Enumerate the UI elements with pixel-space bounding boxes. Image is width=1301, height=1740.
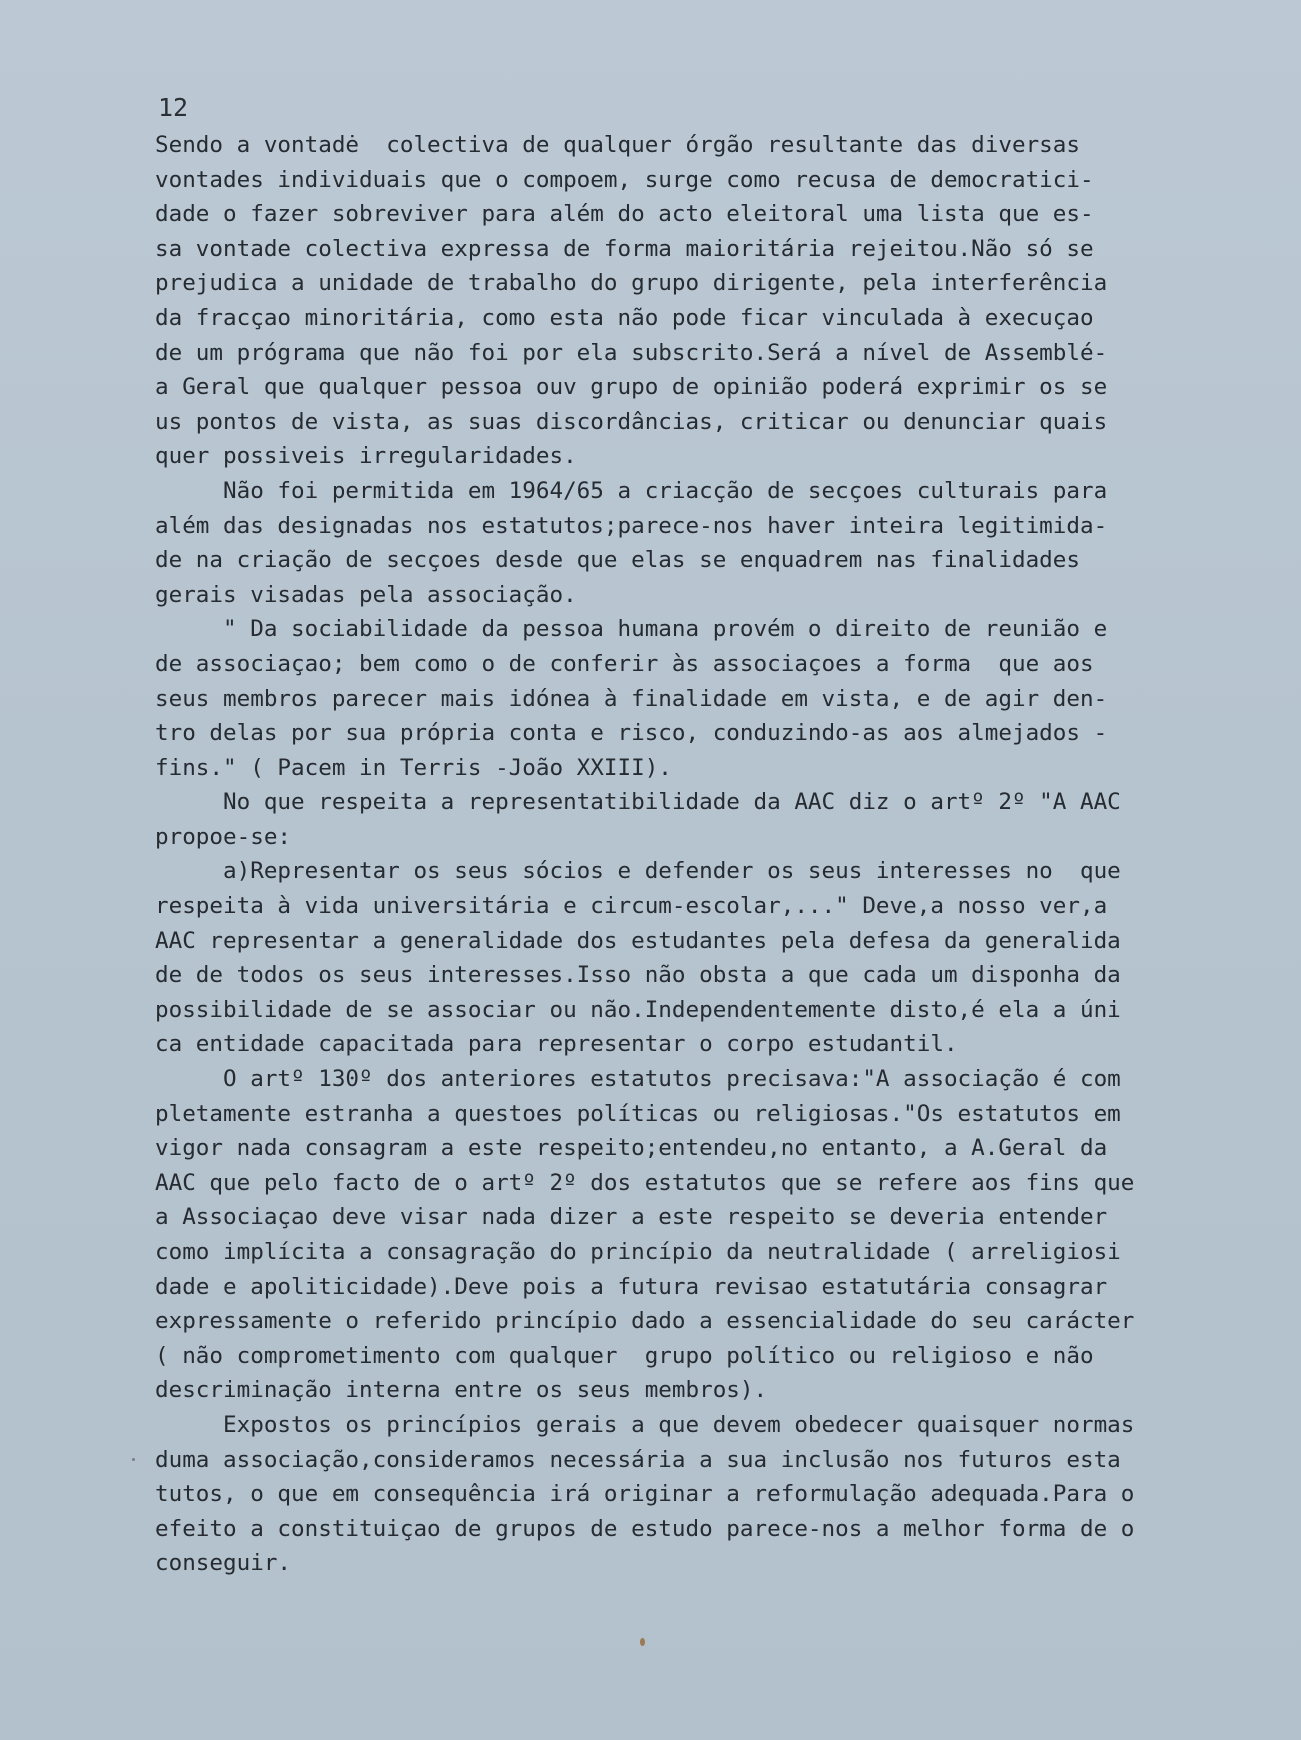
paper-speck [132, 1458, 135, 1461]
text-line: dade o fazer sobreviver para além do acto eleitoral uma lista que es- [155, 201, 1094, 228]
text-line: como implícita a consagração do princípio da neutralidade ( arreligiosi [155, 1239, 1121, 1265]
text-line: gerais visadas pela associação. [155, 581, 577, 608]
text-line: tro delas por sua própria conta e risco, conduzindo-as aos almejados - [155, 720, 1108, 747]
text-line: expressamente o referido princípio dado a essencialidade do seu carácter [155, 1308, 1135, 1335]
text-line: de na criação de secçoes desde que elas se enquadrem nas finalidades [155, 547, 1080, 574]
text-line: conseguir. [155, 1550, 292, 1577]
text-line: duma associação,consideramos necessária a sua inclusão nos futuros esta [155, 1446, 1121, 1473]
text-line: de associaçao; bem como o de conferir às associaçoes a forma que aos [155, 650, 1094, 677]
text-line: Não foi permitida em 1964/65 a criacção de secçoes culturais para [155, 477, 1108, 504]
text-line: de de todos os seus interesses.Isso não obsta a que cada um disponha da [155, 962, 1121, 989]
text-line: AAC que pelo facto de o artº 2º dos estatutos que se refere aos fins que [155, 1169, 1135, 1196]
text-line: possibilidade de se associar ou não.Independentemente disto,é ela a úni [155, 996, 1121, 1023]
text-line: propoe-se: [155, 823, 292, 850]
text-line: vontades individuais que o compoem, surge como recusa de democratici- [155, 166, 1094, 193]
text-line: fins." ( Pacem in Terris -João XXIII). [155, 754, 672, 781]
text-line: vigor nada consagram a este respeito;entendeu,no entanto, a A.Geral da [155, 1135, 1108, 1162]
text-line: Sendo a vontadė colectiva de qualquer órgão resultante das diversas [155, 132, 1080, 158]
text-line: efeito a constituiçao de grupos de estudo parece-nos a melhor forma de o [155, 1515, 1135, 1542]
text-line: prejudica a unidade de trabalho do grupo dirigente, pela interferência [155, 270, 1108, 297]
text-line: quer possiveis irregularidades. [155, 443, 577, 470]
text-line: além das designadas nos estatutos;parece-nos haver inteira legitimida- [155, 512, 1108, 539]
text-line: ( não comprometimento com qualquer grupo político ou religioso e não [155, 1342, 1094, 1369]
text-line: a Geral que qualquer pessoa ouv grupo de opinião poderá exprimir os se [155, 374, 1108, 401]
page-number: 12 [158, 93, 189, 122]
text-line: No que respeita a representatibilidade da AAC diz o artº 2º "A AAC [155, 789, 1121, 816]
text-line: pletamente estranha a questoes políticas ou religiosas."Os estatutos em [155, 1100, 1121, 1127]
text-line: a)Representar os seus sócios e defender os seus interesses no que [155, 858, 1121, 885]
text-line: AAC representar a generalidade dos estudantes pela defesa da generalida [155, 927, 1121, 954]
text-line: da fracçao minoritária, como esta não pode ficar vinculada à execuçao [155, 304, 1094, 331]
typed-text-body [155, 128, 1285, 1581]
text-line: us pontos de vista, as suas discordâncias, criticar ou denunciar quais [155, 408, 1108, 435]
text-line: seus membros parecer mais idónea à finalidade em vista, e de agir den- [155, 685, 1108, 712]
text-line: a Associaçao deve visar nada dizer a este respeito se deveria entender [155, 1204, 1108, 1231]
text-line: O artº 130º dos anteriores estatutos precisava:"A associação é com [155, 1066, 1121, 1093]
text-line: respeita à vida universitária e circum-escolar,..." Deve,a nosso ver,a [155, 893, 1108, 920]
text-line: tutos, o que em consequência irá originar a reformulação adequada.Para o [155, 1481, 1135, 1508]
text-line: dade e apoliticidade).Deve pois a futura revisao estatutária consagrar [155, 1273, 1108, 1300]
paper-speck [640, 1638, 645, 1646]
text-line: sa vontade colectiva expressa de forma maioritária rejeitou.Não só se [155, 235, 1094, 262]
text-line: de um prógrama que não foi por ela subscrito.Será a nível de Assemblé- [155, 339, 1108, 366]
text-line: " Da sociabilidade da pessoa humana provém o direito de reunião e [155, 616, 1108, 643]
text-line: ca entidade capacitada para representar o corpo estudantil. [155, 1031, 958, 1058]
text-line: Expostos os princípios gerais a que devem obedecer quaisquer normas [155, 1411, 1135, 1438]
text-line: descriminação interna entre os seus membros). [155, 1377, 768, 1404]
